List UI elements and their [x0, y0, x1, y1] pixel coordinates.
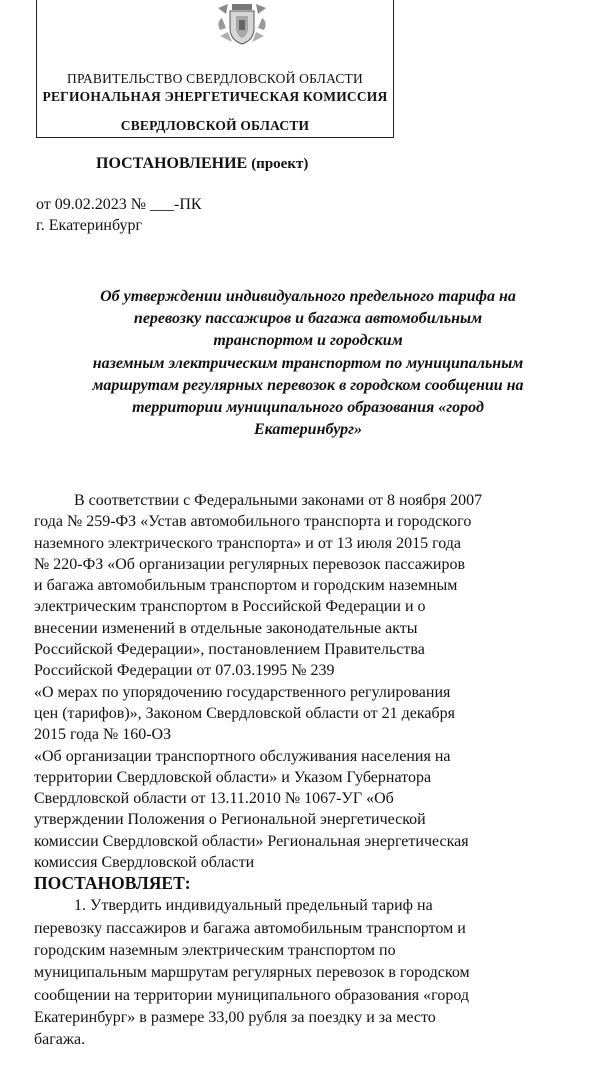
- item-line: сообщении на территории муниципального образования «город: [34, 986, 470, 1004]
- letterhead-frame: [36, 0, 394, 138]
- body-line: цен (тарифов)», Законом Свердловской области от 21 декабря: [34, 704, 455, 722]
- body-line: № 220-ФЗ «Об организации регулярных перевозок пассажиров: [34, 555, 466, 573]
- subject-line: перевозку пассажиров и багажа автомобильным: [133, 310, 483, 328]
- subject-line: Об утверждении индивидуального предельного тарифа на: [100, 288, 516, 305]
- body-line: внесении изменений в отдельные законодательные акты: [34, 619, 418, 637]
- body-line: комиссия Свердловской области: [34, 854, 255, 872]
- body-line: Российской Федерации», постановлением Правительства: [34, 641, 425, 659]
- item-line: городским наземным электрическим транспортом по: [34, 941, 396, 959]
- subject-line: Екатеринбург»: [253, 421, 363, 439]
- item-line: багажа.: [34, 1031, 86, 1049]
- document-city: г. Екатеринбург: [36, 217, 143, 234]
- commission-name: РЕГИОНАЛЬНАЯ ЭНЕРГЕТИЧЕСКАЯ КОМИССИЯ: [42, 89, 388, 104]
- subject-line: территории муниципального образования «город: [132, 399, 484, 417]
- item-line: муниципальным маршрутам регулярных перевозок в городском: [34, 964, 470, 982]
- body-line: В соответствии с Федеральными законами от 8 ноября 2007: [74, 492, 483, 509]
- document-title: [96, 155, 308, 173]
- decree-item-1: [34, 895, 594, 1051]
- document-type: ПОСТАНОВЛЕНИЕ: [96, 155, 248, 172]
- body-line: «Об организации транспортного обслуживания населения на: [34, 747, 451, 765]
- item-line: 1. Утвердить индивидуальный предельный тариф на: [74, 897, 433, 915]
- body-line: электрическим транспортом в Российской Федерации и о: [34, 598, 426, 616]
- coat-of-arms-emblem: [212, 0, 272, 46]
- item-line: Екатеринбург» в размере 33,00 рубля за поездку и за место: [34, 1008, 436, 1026]
- body-line: Свердловской области от 13.11.2010 № 1067-УГ «Об: [34, 790, 394, 808]
- body-line: комиссии Свердловской области» Региональная энергетическая: [34, 832, 469, 850]
- document-subject: [30, 286, 586, 441]
- document-body: [34, 490, 594, 1051]
- draft-label: (проект): [251, 156, 309, 172]
- body-line: территории Свердловской области» и Указом Губернатора: [34, 768, 432, 786]
- body-line: утверждении Положения о Региональной энергетической: [34, 811, 426, 829]
- body-line: наземного электрического транспорта» и от 13 июля 2015 года: [34, 534, 462, 552]
- subject-line: наземным электрическим транспортом по муниципальным: [92, 354, 524, 372]
- body-line: 2015 года № 160-ОЗ: [34, 726, 172, 744]
- body-line: Российской Федерации от 07.03.1995 № 239: [34, 662, 335, 680]
- body-line: «О мерах по упорядочению государственного регулирования: [34, 683, 451, 701]
- body-line: и багажа автомобильным транспортом и городским наземным: [34, 577, 458, 595]
- region-name: СВЕРДЛОВСКОЙ ОБЛАСТИ: [120, 118, 310, 133]
- decree-word: ПОСТАНОВЛЯЕТ:: [34, 873, 191, 894]
- subject-line: маршрутам регулярных перевозок в городском сообщении на: [92, 376, 524, 394]
- body-line: года № 259-ФЗ «Устав автомобильного транспорта и городского: [34, 513, 472, 531]
- document-date-number: от 09.02.2023 № ___-ПК: [36, 196, 202, 213]
- item-line: перевозку пассажиров и багажа автомобильным транспортом и: [34, 919, 466, 937]
- government-name: ПРАВИТЕЛЬСТВО СВЕРДЛОВСКОЙ ОБЛАСТИ: [67, 71, 363, 86]
- subject-line: транспортом и городским: [213, 332, 403, 350]
